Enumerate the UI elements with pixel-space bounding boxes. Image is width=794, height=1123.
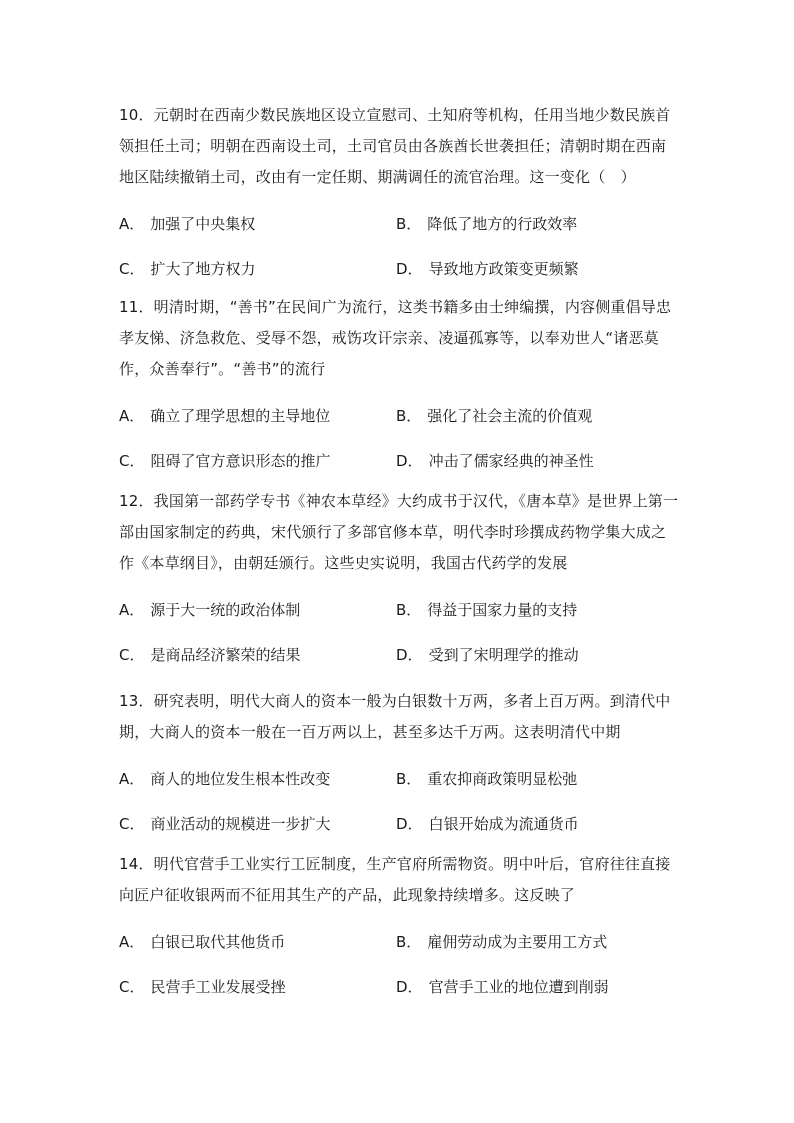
option-d <box>396 450 594 471</box>
option-b <box>396 405 592 426</box>
question-stem: 10．元朝时在西南少数民族地区设立宣慰司、土知府等机构，任用当地少数民族首领担任土司；明朝在西南设土司，土司官员由各族酋长世袭担任；清朝时期在西南地区陆续撤销土司，改由有一定任期、期满调任的流官治理。这一变化（ ） <box>119 106 671 186</box>
option-letter: B． <box>396 600 422 619</box>
option-text: 白银开始成为流通货币 <box>428 814 579 833</box>
option-a <box>119 768 396 789</box>
answer-options <box>119 763 679 838</box>
option-letter: D． <box>396 977 423 996</box>
question-stem: 11．明清时期，“善书”在民间广为流行，这类书籍多由士绅编撰，内容侧重倡导忠孝友悌、济急救危、受辱不怨，戒饬攻讦宗亲、凌逼孤寡等，以奉劝世人“诸恶莫作，众善奉行”。“善书”的流行 <box>119 298 672 378</box>
options-row <box>119 594 679 624</box>
option-d <box>396 976 609 997</box>
option-a <box>119 599 396 620</box>
option-letter: A． <box>119 932 145 951</box>
options-row <box>119 639 679 669</box>
option-text: 雇佣劳动成为主要用工方式 <box>427 932 608 951</box>
option-text: 降低了地方的行政效率 <box>427 214 578 233</box>
option-text: 白银已取代其他货币 <box>150 932 286 951</box>
option-text: 得益于国家力量的支持 <box>427 600 578 619</box>
option-letter: B． <box>396 769 422 788</box>
option-c <box>119 258 396 279</box>
option-a <box>119 213 396 234</box>
option-text: 源于大一统的政治体制 <box>150 600 301 619</box>
question-stem: 14．明代官营手工业实行工匠制度，生产官府所需物资。明中叶后，官府往往直接向匠户征收银两而不征用其生产的产品，此现象持续增多。这反映了 <box>119 855 671 904</box>
answer-options <box>119 400 679 475</box>
option-text: 加强了中央集权 <box>150 214 256 233</box>
options-row <box>119 445 679 475</box>
option-a <box>119 405 396 426</box>
answer-options <box>119 926 679 1001</box>
option-letter: C． <box>119 259 145 278</box>
option-d <box>396 258 579 279</box>
question-14 <box>119 849 679 1016</box>
option-text: 民营手工业发展受挫 <box>150 977 286 996</box>
options-row <box>119 400 679 430</box>
option-b <box>396 599 577 620</box>
question-stem: 12．我国第一部药学专书《神农本草经》大约成书于汉代，《唐本草》是世界上第一部由国家制定的药典，宋代颁行了多部官修本草，明代李时珍撰成药物学集大成之作《本草纲目》，由朝廷颁行。这些史实说明，我国古代药学的发展 <box>119 492 679 572</box>
question-11 <box>119 292 679 490</box>
option-text: 阻碍了官方意识形态的推广 <box>150 451 331 470</box>
option-c <box>119 644 396 665</box>
option-letter: D． <box>396 814 423 833</box>
option-b <box>396 931 607 952</box>
options-row <box>119 253 679 283</box>
option-text: 强化了社会主流的价值观 <box>427 406 593 425</box>
option-b <box>396 768 577 789</box>
options-row <box>119 926 679 956</box>
options-row <box>119 763 679 793</box>
option-letter: C． <box>119 977 145 996</box>
option-letter: D． <box>396 451 423 470</box>
option-text: 冲击了儒家经典的神圣性 <box>428 451 594 470</box>
options-row <box>119 208 679 238</box>
option-text: 受到了宋明理学的推动 <box>428 645 579 664</box>
option-c <box>119 813 396 834</box>
option-letter: C． <box>119 645 145 664</box>
question-10 <box>119 100 679 298</box>
option-a <box>119 931 396 952</box>
answer-options <box>119 594 679 669</box>
option-letter: D． <box>396 645 423 664</box>
option-c <box>119 976 396 997</box>
option-letter: D． <box>396 259 423 278</box>
option-letter: A． <box>119 769 145 788</box>
question-12 <box>119 486 679 684</box>
option-text: 官营手工业的地位遭到削弱 <box>428 977 609 996</box>
option-text: 是商品经济繁荣的结果 <box>150 645 301 664</box>
option-text: 商业活动的规模进一步扩大 <box>150 814 331 833</box>
option-text: 扩大了地方权力 <box>150 259 256 278</box>
question-13 <box>119 686 679 853</box>
option-letter: C． <box>119 451 145 470</box>
option-letter: B． <box>396 406 422 425</box>
option-d <box>396 813 579 834</box>
option-text: 导致地方政策变更频繁 <box>428 259 579 278</box>
options-row <box>119 808 679 838</box>
option-letter: B． <box>396 932 422 951</box>
question-stem: 13．研究表明，明代大商人的资本一般为白银数十万两，多者上百万两。到清代中期，大商人的资本一般在一百万两以上，甚至多达千万两。这表明清代中期 <box>119 692 671 741</box>
options-row <box>119 971 679 1001</box>
answer-options <box>119 208 679 283</box>
option-text: 确立了理学思想的主导地位 <box>150 406 331 425</box>
option-letter: A． <box>119 600 145 619</box>
option-text: 重农抑商政策明显松弛 <box>427 769 578 788</box>
option-letter: A． <box>119 406 145 425</box>
option-letter: C． <box>119 814 145 833</box>
option-text: 商人的地位发生根本性改变 <box>150 769 331 788</box>
option-b <box>396 213 577 234</box>
option-letter: A． <box>119 214 145 233</box>
option-d <box>396 644 579 665</box>
option-letter: B． <box>396 214 422 233</box>
option-c <box>119 450 396 471</box>
